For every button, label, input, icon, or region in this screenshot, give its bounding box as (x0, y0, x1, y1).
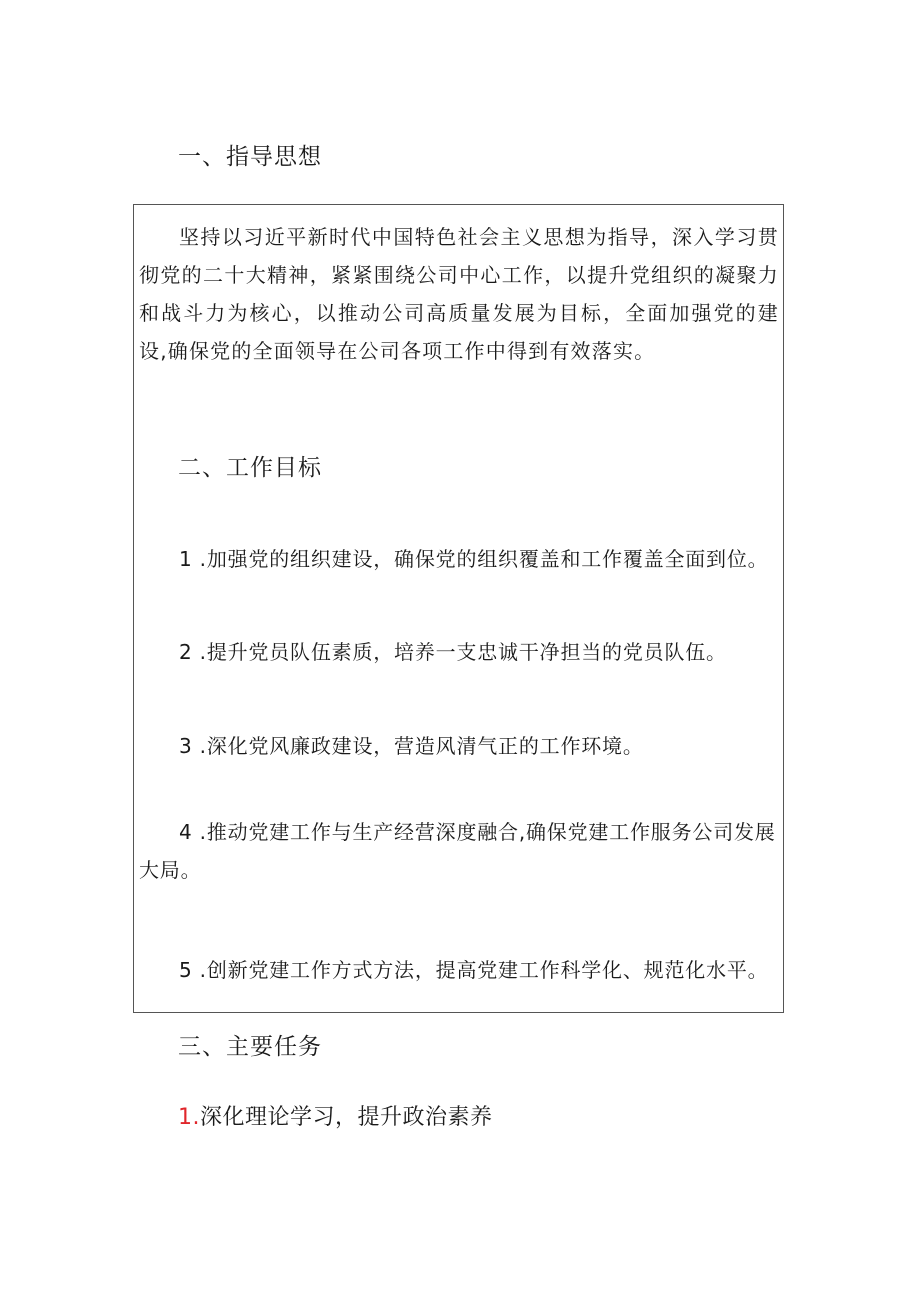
goal-item-3: 3 .深化党风廉政建设，营造风清气正的工作环境。 (179, 734, 644, 758)
goal-item-2: 2 .提升党员队伍素质，培养一支忠诚干净担当的党员队伍。 (179, 640, 727, 664)
goal-item-4: 4 .推动党建工作与生产经营深度融合,确保党建工作服务公司发展大局。 (139, 820, 776, 882)
section-heading-guiding-ideology: 一、指导思想 (178, 144, 322, 170)
task-subheading-1 (178, 1102, 493, 1134)
section-heading-work-goals: 二、工作目标 (178, 455, 322, 481)
section-heading-main-tasks: 三、主要任务 (178, 1034, 322, 1060)
guiding-ideology-paragraph: 坚持以习近平新时代中国特色社会主义思想为指导，深入学习贯彻党的二十大精神，紧紧围绕公司中心工作，以提升党组织的凝聚力和战斗力为核心，以推动公司高质量发展为目标，全面加强党的建设,确保党的全面领导在公司各项工作中得到有效落实。 (139, 225, 779, 363)
task-subheading-text: 深化理论学习，提升政治素养 (200, 1105, 493, 1130)
task-subheading-number: 1. (178, 1105, 200, 1130)
goal-item-5: 5 .创新党建工作方式方法，提高党建工作科学化、规范化水平。 (179, 958, 769, 982)
goal-item-1: 1 .加强党的组织建设，确保党的组织覆盖和工作覆盖全面到位。 (179, 547, 769, 571)
